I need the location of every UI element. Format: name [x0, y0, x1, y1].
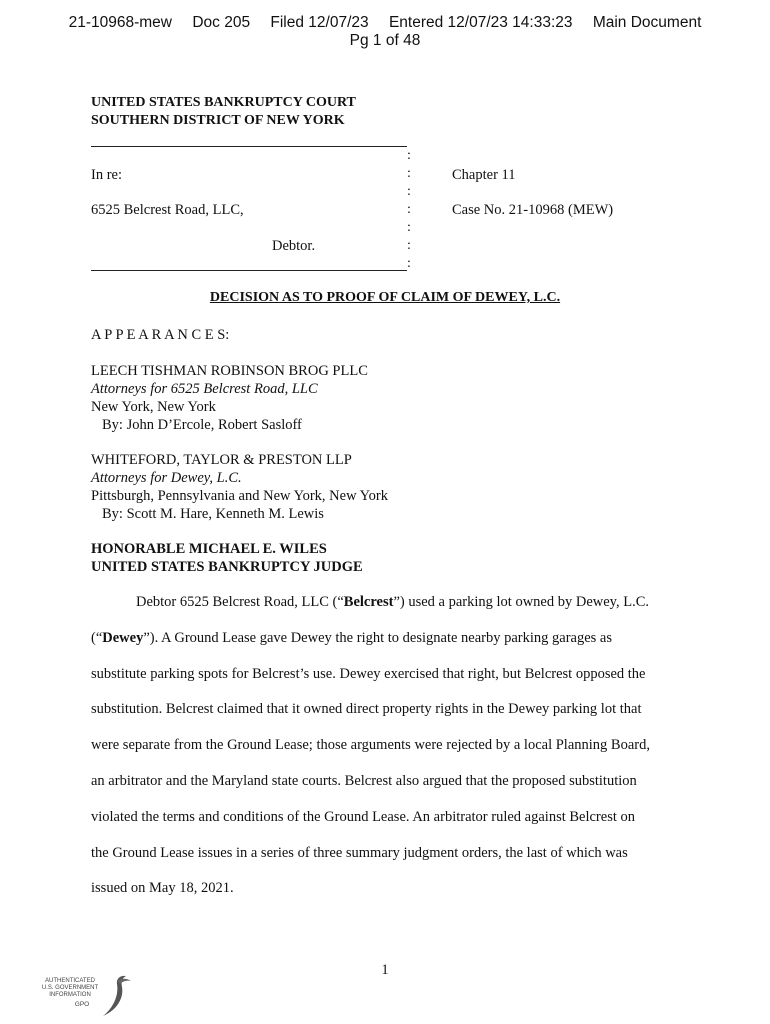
caption-debtor-name: 6525 Belcrest Road, LLC, [91, 202, 244, 218]
body-text: ”). A Ground Lease gave Dewey the right to designate nearby parking garages as [143, 630, 613, 646]
body-line: were separate from the Ground Lease; those arguments were rejected by a local Planning Board, [91, 737, 650, 753]
caption-colon: : [407, 220, 411, 235]
body-text: ”) used a parking lot owned by Dewey, L.C. [393, 594, 649, 610]
caption-case-number: Case No. 21-10968 (MEW) [452, 202, 614, 218]
firm-name: WHITEFORD, TAYLOR & PRESTON LLP [91, 452, 352, 468]
judge-block [91, 540, 363, 576]
ecf-header-line1 [0, 14, 770, 32]
defined-term: Belcrest [343, 594, 394, 610]
firm-location: Pittsburgh, Pennsylvania and New York, New York [91, 488, 388, 504]
logo-text-gpo: GPO [74, 1001, 90, 1008]
caption-colon: : [407, 148, 411, 163]
body-text: (“ [91, 630, 103, 646]
body-line: the Ground Lease issues in a series of three summary judgment orders, the last of which was [91, 845, 628, 861]
logo-text-line1: AUTHENTICATED [45, 978, 95, 984]
court-name-line1: UNITED STATES BANKRUPTCY COURT [91, 95, 356, 110]
body-line: issued on May 18, 2021. [91, 880, 234, 896]
firm-attorneys: By: John D’Ercole, Robert Sasloff [102, 417, 302, 433]
court-name-line2: SOUTHERN DISTRICT OF NEW YORK [91, 113, 345, 128]
caption-colon: : [407, 184, 411, 199]
appearance-claimant-counsel [91, 451, 388, 523]
body-line: violated the terms and conditions of the Ground Lease. An arbitrator ruled against Belcrest on [91, 809, 635, 825]
ecf-header [0, 14, 770, 50]
appearances-heading: A P P E A R A N C E S: [91, 327, 230, 343]
defined-term: Dewey [102, 630, 144, 646]
decision-title: DECISION AS TO PROOF OF CLAIM OF DEWEY, L.C. [209, 290, 561, 305]
logo-text-line3: INFORMATION [49, 992, 91, 998]
caption-colon: : [407, 166, 411, 181]
ecf-entered-date: Entered 12/07/23 14:33:23 [388, 14, 573, 31]
firm-location: New York, New York [91, 399, 216, 415]
body-line: an arbitrator and the Maryland state courts. Belcrest also argued that the proposed substitution [91, 773, 637, 789]
ecf-filed-date: Filed 12/07/23 [270, 14, 369, 31]
ecf-page-count: Pg 1 of 48 [349, 32, 421, 49]
ecf-doc-number: Doc 205 [192, 14, 251, 31]
body-line [91, 630, 612, 647]
caption-colon: : [407, 202, 411, 217]
logo-text-line2: U.S. GOVERNMENT [41, 985, 99, 991]
body-line: substitute parking spots for Belcrest’s use. Dewey exercised that right, but Belcrest opposed the [91, 666, 646, 682]
body-text: Debtor 6525 Belcrest Road, LLC (“ [136, 594, 344, 610]
caption-top-rule [91, 146, 407, 147]
appearance-debtor-counsel [91, 362, 368, 434]
firm-role: Attorneys for 6525 Belcrest Road, LLC [91, 381, 318, 397]
firm-role: Attorneys for Dewey, L.C. [91, 470, 242, 486]
gpo-authentication-logo [40, 972, 135, 1018]
caption-colon: : [407, 238, 411, 253]
body-line [136, 594, 649, 611]
judge-title: UNITED STATES BANKRUPTCY JUDGE [91, 559, 363, 575]
caption-colon: : [407, 256, 411, 271]
firm-name: LEECH TISHMAN ROBINSON BROG PLLC [91, 363, 368, 379]
page-number: 1 [381, 962, 389, 978]
body-line: substitution. Belcrest claimed that it owned direct property rights in the Dewey parking lot that [91, 701, 642, 717]
ecf-case-number: 21-10968-mew [68, 14, 173, 31]
caption-in-re: In re: [91, 167, 122, 183]
ecf-main-document: Main Document [592, 14, 702, 31]
firm-attorneys: By: Scott M. Hare, Kenneth M. Lewis [102, 506, 324, 522]
caption-bottom-rule [91, 270, 407, 271]
judge-name: HONORABLE MICHAEL E. WILES [91, 541, 327, 557]
court-name [91, 94, 356, 130]
caption-debtor-label: Debtor. [272, 238, 316, 254]
caption-chapter: Chapter 11 [452, 167, 516, 183]
eagle-swoosh-icon [95, 972, 135, 1018]
